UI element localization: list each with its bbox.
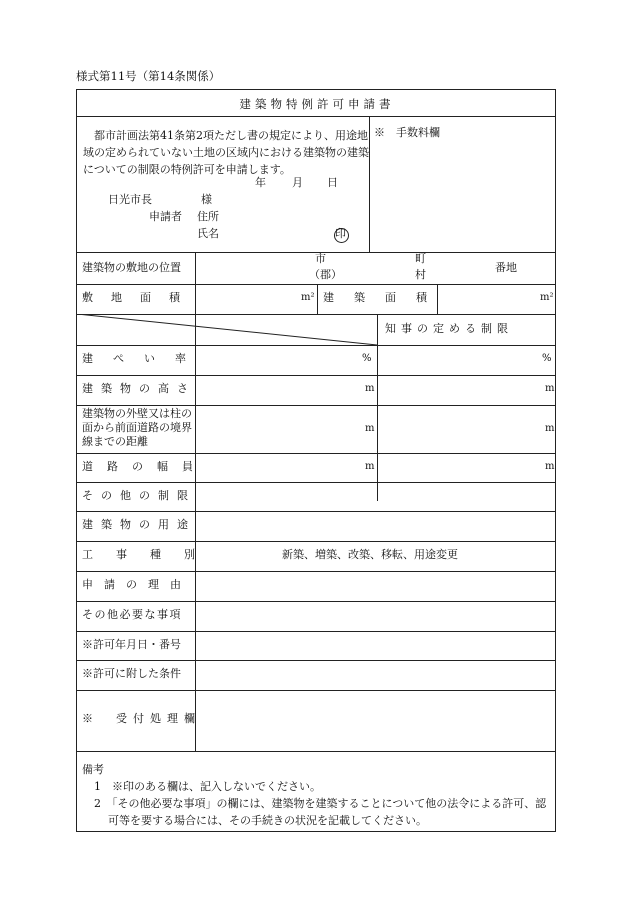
form-number: 様式第11号（第14条関係） xyxy=(76,69,221,83)
site-area-unit: m² xyxy=(301,292,315,303)
coverage-label: 建ぺい率 xyxy=(82,352,206,365)
work-type-label: 工事種別 xyxy=(82,548,218,561)
road-width-limit-unit: m xyxy=(545,461,555,472)
reason-label: 申請の理由 xyxy=(82,578,192,591)
setback-limit-unit: m xyxy=(545,423,555,434)
setback-unit: m xyxy=(365,423,375,434)
work-type-value: 新築、増築、改築、移転、用途変更 xyxy=(282,548,458,561)
site-county: （郡） xyxy=(309,268,342,281)
permit-conditions-label: ※許可に附した条件 xyxy=(82,667,181,680)
reception-label: ※ 受付処理欄 xyxy=(82,712,201,725)
other-limits-label: その他の制限 xyxy=(82,489,196,502)
seal-label: 印 xyxy=(335,227,346,240)
honorific: 様 xyxy=(201,193,212,206)
permit-date-label: ※許可年月日・番号 xyxy=(82,638,181,651)
application-form xyxy=(76,89,556,832)
coverage-limit-unit: % xyxy=(542,353,552,364)
governor-limits-header: 知事の定める制限 xyxy=(385,322,513,335)
coverage-unit: % xyxy=(362,353,372,364)
date-month: 月 xyxy=(292,176,303,189)
application-statement: 都市計画法第41条第2項ただし書の規定により、用途地域の定められていない土地の区域内における建築物の建築についての制限の特例許可を申請します。 xyxy=(83,129,369,176)
site-area-label: 敷地面積 xyxy=(82,291,198,304)
remark-2: 2 「その他必要な事項」の欄には、建築物を建築することについて他の法令による許可、認可等を要する場合には、その手続きの状況を記載してください。 xyxy=(94,797,547,827)
applicant-label: 申請者 xyxy=(149,210,182,223)
height-limit-unit: m xyxy=(545,383,555,394)
form-title: 建築物特例許可申請書 xyxy=(239,97,395,111)
site-location-label: 建築物の敷地の位置 xyxy=(82,261,181,274)
addressee: 日光市長 xyxy=(108,193,152,206)
remark-1: 1 ※印のある欄は、記入しないでください。 xyxy=(94,780,321,793)
site-town: 町 xyxy=(415,252,426,265)
site-village: 村 xyxy=(415,268,426,281)
other-matters-label: その他必要な事項 xyxy=(82,608,182,621)
address-label: 住所 xyxy=(197,210,219,223)
road-width-unit: m xyxy=(365,461,375,472)
date-day: 日 xyxy=(327,176,338,189)
date-year: 年 xyxy=(255,176,266,189)
site-city: 市 xyxy=(315,252,326,265)
building-use-label: 建築物の用途 xyxy=(82,518,196,531)
diagonal-line xyxy=(77,314,378,346)
setback-label: 建築物の外壁又は柱の面から前面道路の境界線までの距離 xyxy=(82,407,192,448)
height-unit: m xyxy=(365,383,375,394)
building-area-label: 建築面積 xyxy=(323,291,447,304)
road-width-label: 道路の幅員 xyxy=(82,460,207,473)
remarks-heading: 備考 xyxy=(82,763,104,776)
fee-label: ※ 手数料欄 xyxy=(374,126,440,139)
building-area-unit: m² xyxy=(540,292,554,303)
remarks xyxy=(82,761,552,829)
site-lot: 番地 xyxy=(495,261,517,274)
height-label: 建築物の高さ xyxy=(82,382,196,395)
name-label: 氏名 xyxy=(197,227,219,240)
